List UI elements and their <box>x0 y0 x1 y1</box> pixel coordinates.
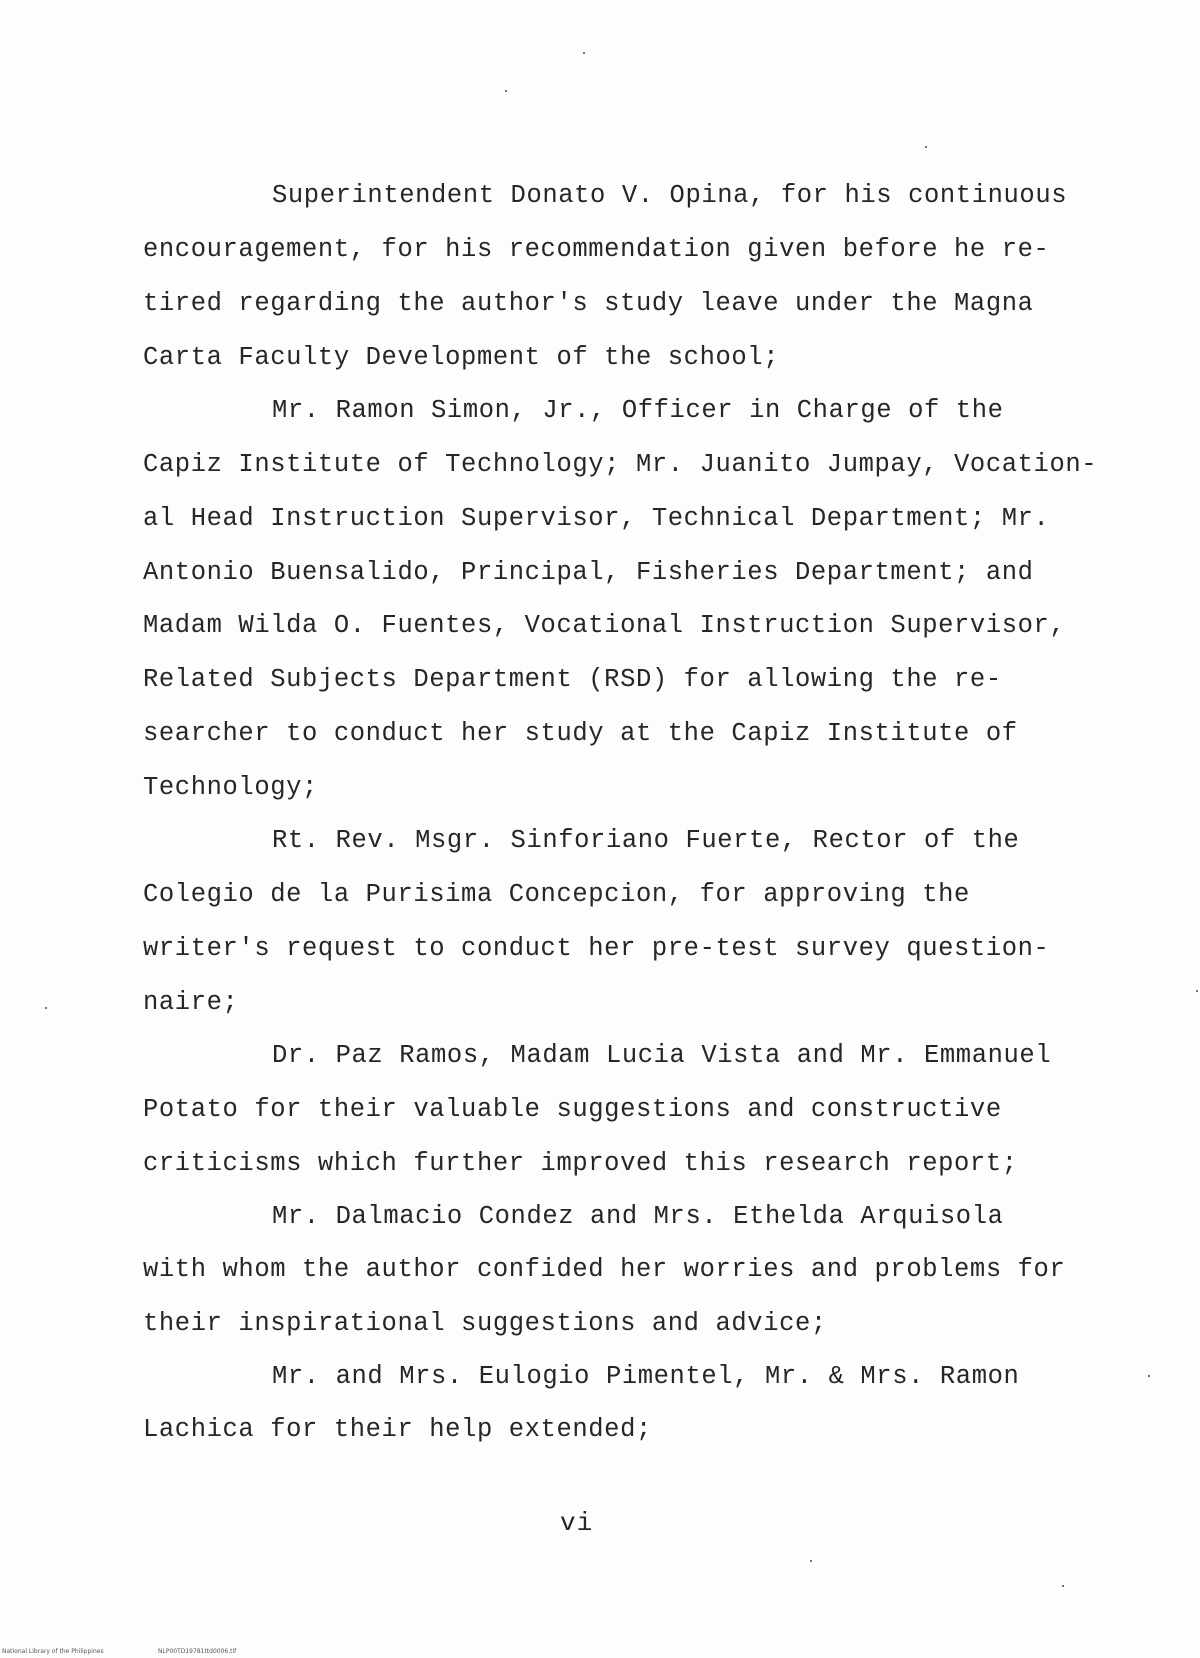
scan-speck <box>925 146 927 148</box>
scan-speck <box>583 52 585 54</box>
scan-speck <box>1148 1375 1150 1377</box>
scan-speck <box>1196 990 1198 992</box>
text-line: Mr. Dalmacio Condez and Mrs. Ethelda Arquisola <box>272 1202 1004 1231</box>
scan-file-caption: NLP00TD19781ttd0006.tif <box>158 1648 237 1655</box>
text-line: naire; <box>143 988 239 1017</box>
text-line: encouragement, for his recommendation given before he re- <box>143 235 1050 264</box>
text-line: criticisms which further improved this research report; <box>143 1149 1018 1178</box>
text-line: Dr. Paz Ramos, Madam Lucia Vista and Mr. Emmanuel <box>272 1041 1052 1070</box>
text-line: Carta Faculty Development of the school; <box>143 343 780 372</box>
text-line: Potato for their valuable suggestions and constructive <box>143 1095 1002 1124</box>
scan-speck <box>505 90 507 92</box>
text-line: Technology; <box>143 773 318 802</box>
scan-speck <box>45 1007 47 1009</box>
text-line: writer's request to conduct her pre-test survey question- <box>143 934 1050 963</box>
text-line: Related Subjects Department (RSD) for allowing the re- <box>143 665 1002 694</box>
text-line: Superintendent Donato V. Opina, for his continuous <box>272 181 1068 210</box>
text-line: their inspirational suggestions and advice; <box>143 1309 827 1338</box>
scan-source-caption: National Library of the Philippines <box>2 1648 104 1655</box>
scan-speck <box>1062 1585 1064 1587</box>
text-line: Lachica for their help extended; <box>143 1415 652 1444</box>
scan-speck <box>810 1560 812 1562</box>
text-line: tired regarding the author's study leave under the Magna <box>143 289 1034 318</box>
page-number: vi <box>560 1508 594 1538</box>
text-line: Rt. Rev. Msgr. Sinforiano Fuerte, Rector of the <box>272 826 1020 855</box>
text-line: Antonio Buensalido, Principal, Fisheries Department; and <box>143 558 1034 587</box>
text-line: Mr. and Mrs. Eulogio Pimentel, Mr. & Mrs. Ramon <box>272 1362 1020 1391</box>
text-line: al Head Instruction Supervisor, Technical Department; Mr. <box>143 504 1050 533</box>
text-line: Madam Wilda O. Fuentes, Vocational Instruction Supervisor, <box>143 611 1066 640</box>
text-line: Capiz Institute of Technology; Mr. Juanito Jumpay, Vocation- <box>143 450 1098 479</box>
text-line: searcher to conduct her study at the Capiz Institute of <box>143 719 1018 748</box>
text-line: Colegio de la Purisima Concepcion, for approving the <box>143 880 970 909</box>
text-line: with whom the author confided her worries and problems for <box>143 1255 1066 1284</box>
text-line: Mr. Ramon Simon, Jr., Officer in Charge of the <box>272 396 1004 425</box>
